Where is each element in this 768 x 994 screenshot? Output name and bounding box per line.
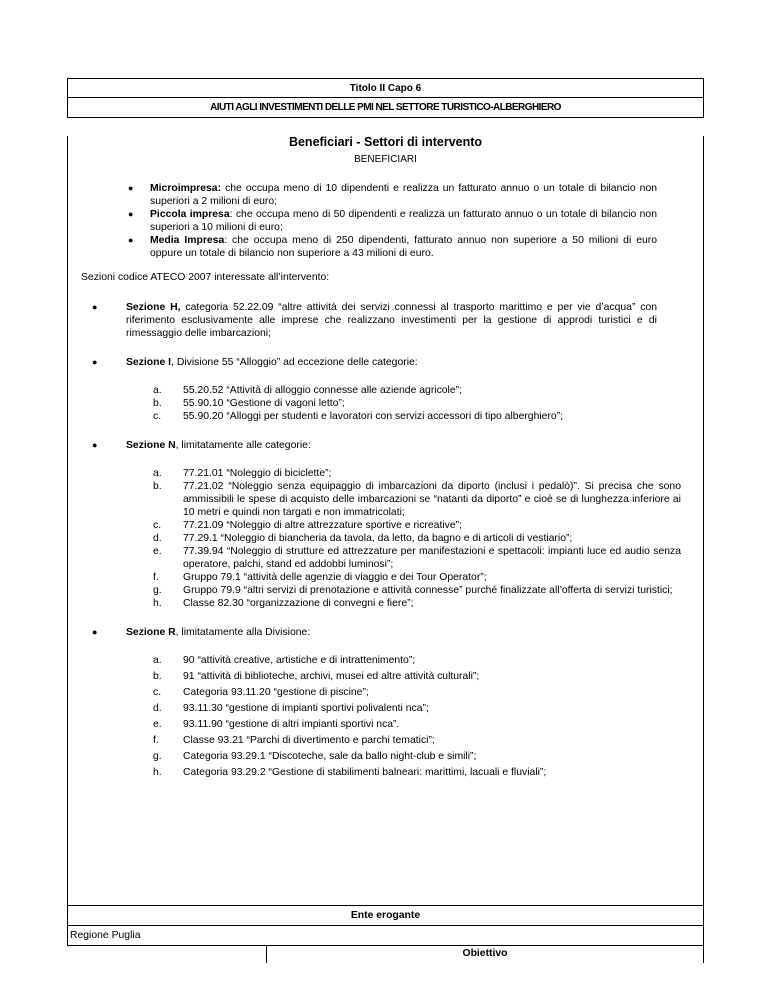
categoria-letter: c. [153, 411, 162, 422]
sezione-label: Sezione H, [126, 302, 181, 313]
categoria-text: 55.90.10 “Gestione di vagoni letto”; [183, 398, 345, 409]
categoria-item [68, 467, 703, 480]
ente-heading: Ente erogante [67, 906, 704, 926]
categoria-letter: f. [153, 735, 159, 746]
categoria-letter: g. [153, 585, 162, 596]
categorie-list [68, 384, 703, 423]
categoria-letter: b. [153, 398, 162, 409]
sezione-text: , Divisione 55 “Alloggio” ad eccezione delle categorie: [171, 357, 418, 368]
sezioni-list [68, 301, 703, 779]
categoria-item [68, 532, 703, 545]
categoria-item [68, 571, 703, 584]
categoria-text: 77.39.94 “Noleggio di strutture ed attrezzature per manifestazioni e spettacoli: impianti luce ed audio senza operatore, palchi, stand ed addobbi luminosi”; [183, 546, 681, 570]
document-title: Titolo II Capo 6 [67, 78, 704, 98]
sezione-label: Sezione I [126, 357, 172, 368]
obiettivo-heading: Obiettivo [462, 948, 508, 959]
categoria-item [68, 397, 703, 410]
beneficiari-list [68, 182, 703, 260]
categoria-text: 93.11.30 “gestione di impianti sportivi polivalenti nca”; [183, 703, 429, 714]
ente-value-row [67, 926, 704, 946]
categoria-letter: h. [153, 767, 162, 778]
categoria-item [68, 718, 703, 731]
categoria-text: 77.21.09 “Noleggio di altre attrezzature sportive e ricreative”; [183, 520, 462, 531]
categoria-letter: a. [153, 655, 162, 666]
categoria-text: 91 “attività di biblioteche, archivi, musei ed altre attività culturali”; [183, 671, 480, 682]
beneficiario-item [68, 234, 703, 260]
categoria-item [68, 734, 703, 747]
beneficiario-text: : che occupa meno di 250 dipendenti, fatturato annuo non superiore a 50 milioni di euro oppure un totale di bilancio non superiore a 43 milioni di euro. [150, 235, 657, 259]
sezione-label: Sezione N [126, 440, 176, 451]
bullet-icon: ● [128, 183, 134, 193]
categoria-text: 93.11.90 “gestione di altri impianti sportivi nca”. [183, 719, 400, 730]
beneficiario-label: Microimpresa: [150, 183, 222, 194]
bullet-icon: ● [92, 440, 98, 450]
categoria-text: 55.20.52 “Attività di alloggio connesse alle aziende agricole”; [183, 385, 462, 396]
categoria-item [68, 654, 703, 667]
sezione-item [68, 439, 703, 452]
categoria-letter: e. [153, 546, 162, 557]
categoria-item [68, 545, 703, 571]
categoria-item [68, 410, 703, 423]
categoria-item [68, 597, 703, 610]
categoria-text: 77.21.02 “Noleggio senza equipaggio di imbarcazioni da diporto (inclusi i pedalò)”. Si precisa che sono ammissibili le spese di acquisto delle imbarcazioni se “natanti da diporto” e cioè se di lunghezza inferiore ai 10 metri e quindi non targati e non immatricolati; [183, 481, 681, 518]
categoria-text: Categoria 93.29.1 “Discoteche, sale da ballo night-club e simili”; [183, 751, 477, 762]
beneficiario-item [68, 208, 703, 234]
beneficiario-label: Media Impresa [150, 235, 225, 246]
sezione-item [68, 356, 703, 369]
sezione-label: Sezione R [126, 627, 176, 638]
bullet-icon: ● [128, 209, 134, 219]
categoria-item [68, 670, 703, 683]
categoria-item [68, 519, 703, 532]
categoria-letter: c. [153, 520, 162, 531]
categoria-text: Classe 93.21 “Parchi di divertimento e parchi tematici”; [183, 735, 435, 746]
beneficiari-section [67, 136, 704, 906]
bullet-icon: ● [92, 302, 98, 312]
beneficiario-label: Piccola impresa [150, 209, 230, 220]
categoria-text: Gruppo 79.9 “altri servizi di prenotazione e attività connesse” purché finalizzate all’offerta di servizi turistici; [183, 585, 673, 596]
categoria-letter: h. [153, 598, 162, 609]
categoria-letter: f. [153, 572, 159, 583]
categoria-item [68, 584, 703, 597]
document-table [67, 78, 704, 963]
categoria-item [68, 702, 703, 715]
categoria-text: 77.21.01 “Noleggio di biciclette”; [183, 468, 332, 479]
categoria-text: Classe 82.30 “organizzazione di convegni e fiere”; [183, 598, 414, 609]
categoria-letter: d. [153, 533, 162, 544]
categoria-item [68, 766, 703, 779]
bullet-icon: ● [92, 627, 98, 637]
categoria-item [68, 384, 703, 397]
beneficiario-text: che occupa meno di 10 dipendenti e realizza un fatturato annuo o un totale di bilancio non superiori a 2 milioni di euro; [150, 183, 657, 207]
beneficiario-text: : che occupa meno di 50 dipendenti e realizza un fatturato annuo o un totale di bilancio non superiori a 10 milioni di euro; [150, 209, 657, 233]
document-subtitle: AIUTI AGLI INVESTIMENTI DELLE PMI NEL SETTORE TURISTICO-ALBERGHIERO [67, 98, 704, 118]
categoria-text: Gruppo 79.1 “attività delle agenzie di viaggio e dei Tour Operator”; [183, 572, 487, 583]
categoria-letter: c. [153, 687, 162, 698]
obiettivo-row [266, 945, 704, 963]
categoria-letter: b. [153, 481, 162, 492]
ente-value: Regione Puglia [70, 930, 141, 941]
section-heading: Beneficiari - Settori di intervento [288, 135, 483, 149]
categoria-text: Categoria 93.11.20 “gestione di piscine”; [183, 687, 369, 698]
categorie-list [68, 654, 703, 779]
sezione-text: , limitatamente alle categorie: [175, 440, 311, 451]
categoria-letter: g. [153, 751, 162, 762]
sezione-item [68, 301, 703, 340]
sezione-text: categoria 52.22.09 “altre attività dei servizi connessi al trasporto marittimo e per vie d’acqua” con riferimento esclusivamente alle imprese che realizzano investimenti per la gestione di approdi turistici e di rimessaggio delle imbarcazioni; [126, 302, 658, 339]
categoria-text: 55.90.20 “Alloggi per studenti e lavoratori con servizi accessori di tipo alberghiero”; [183, 411, 564, 422]
categoria-letter: b. [153, 671, 162, 682]
section-subheading: BENEFICIARI [354, 154, 417, 165]
categoria-text: 90 “attività creative, artistiche e di intrattenimento”; [183, 655, 416, 666]
categoria-letter: a. [153, 468, 162, 479]
sezione-text: , limitatamente alla Divisione: [175, 627, 311, 638]
sezioni-intro: Sezioni codice ATECO 2007 interessate all’intervento: [81, 272, 330, 283]
categoria-letter: d. [153, 703, 162, 714]
categoria-text: 77.29.1 “Noleggio di biancheria da tavola, da letto, da bagno e di articoli di vestiario”; [183, 533, 573, 544]
bullet-icon: ● [92, 357, 98, 367]
categorie-list [68, 467, 703, 610]
categoria-letter: e. [153, 719, 162, 730]
categoria-item [68, 480, 703, 519]
categoria-item [68, 750, 703, 763]
beneficiario-item [68, 182, 703, 208]
bullet-icon: ● [128, 235, 134, 245]
categoria-text: Categoria 93.29.2 “Gestione di stabilimenti balneari: marittimi, lacuali e fluviali”; [183, 767, 547, 778]
sezione-item [68, 626, 703, 639]
categoria-item [68, 686, 703, 699]
categoria-letter: a. [153, 385, 162, 396]
